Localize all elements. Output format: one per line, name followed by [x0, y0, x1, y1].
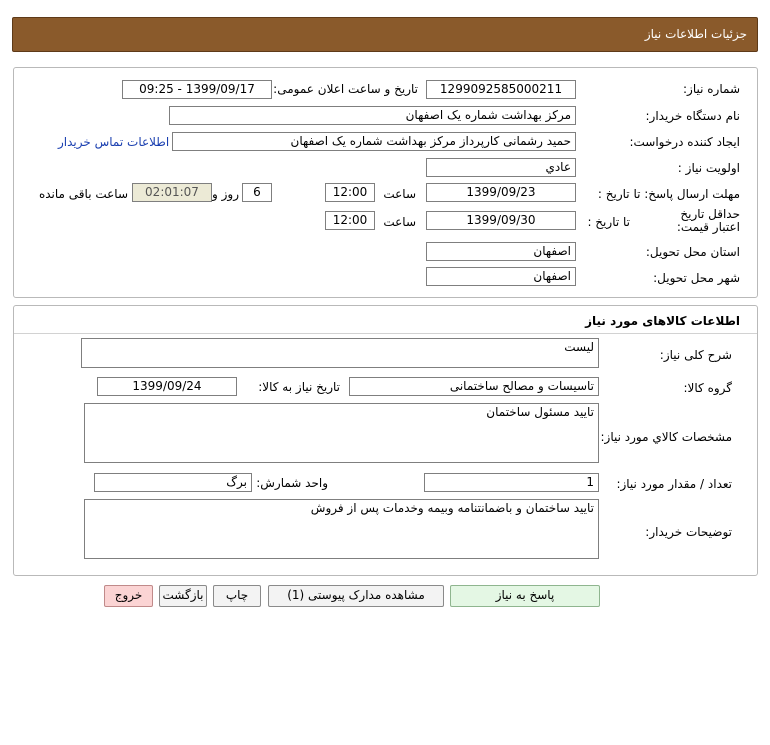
need-date-field: 1399/09/24	[97, 377, 237, 396]
unit-label: واحد شمارش:	[256, 476, 328, 490]
qty-field: 1	[424, 473, 599, 492]
goods-section-divider	[14, 333, 757, 334]
city-label: شهر محل تحویل:	[653, 271, 740, 285]
validity-to-label: تا تاریخ :	[587, 215, 630, 229]
buyer-org-label: نام دستگاه خریدار:	[645, 109, 740, 123]
remaining-label: ساعت باقی مانده	[38, 187, 128, 201]
need-info-panel	[13, 67, 758, 298]
buyer-contact-link[interactable]: اطلاعات تماس خریدار	[58, 135, 170, 149]
goods-section-title: اطلاعات کالاهای مورد نیاز	[585, 314, 740, 328]
reply-button[interactable]: پاسخ به نیاز	[450, 585, 600, 607]
province-field: اصفهان	[426, 242, 576, 261]
creator-field: حمید رشمانی کارپرداز مرکز بهداشت شماره یک اصفهان	[172, 132, 576, 151]
validity-label-text: حداقل تاریخ اعتبار قیمت:	[676, 207, 740, 234]
announce-field: 1399/09/17 - 09:25	[122, 80, 272, 99]
buyer-notes-field: تایید ساختمان و باضمانتنامه وبیمه وخدمات پس از فروش	[84, 499, 599, 559]
unit-field: برگ	[94, 473, 252, 492]
priority-field: عادي	[426, 158, 576, 177]
priority-label: اولویت نیاز :	[677, 161, 740, 175]
attachments-button[interactable]: مشاهده مدارک پیوستی (1)	[268, 585, 444, 607]
validity-date-field: 1399/09/30	[426, 211, 576, 230]
qty-label: تعداد / مقدار مورد نیاز:	[616, 477, 732, 491]
spec-label: مشخصات کالاي مورد نياز:	[600, 430, 732, 444]
need-date-label: تاریخ نیاز به کالا:	[258, 380, 340, 394]
validity-hour-label: ساعت	[383, 215, 416, 229]
need-number-label: شماره نیاز:	[683, 82, 740, 96]
deadline-time-field: 12:00	[325, 183, 375, 202]
city-field: اصفهان	[426, 267, 576, 286]
need-number-field: 1299092585000211	[426, 80, 576, 99]
back-button[interactable]: بازگشت	[159, 585, 207, 607]
goods-group-field: تاسیسات و مصالح ساختمانی	[349, 377, 599, 396]
province-label: استان محل تحویل:	[645, 245, 740, 259]
days-label: روز و	[212, 187, 239, 201]
announce-label: تاریخ و ساعت اعلان عمومی:	[273, 82, 418, 96]
summary-label: شرح کلی نیاز:	[659, 348, 732, 362]
goods-group-label: گروه کالا:	[683, 381, 732, 395]
page-title: جزئیات اطلاعات نیاز	[644, 27, 747, 41]
buyer-org-field: مرکز بهداشت شماره یک اصفهان	[169, 106, 576, 125]
print-button[interactable]: چاپ	[213, 585, 261, 607]
summary-field: لیست	[81, 338, 599, 368]
exit-button[interactable]: خروج	[104, 585, 153, 607]
creator-label: ایجاد کننده درخواست:	[629, 135, 740, 149]
deadline-date-field: 1399/09/23	[426, 183, 576, 202]
validity-label	[650, 208, 740, 234]
remaining-time-field: 02:01:07	[132, 183, 212, 202]
deadline-hour-label: ساعت	[383, 187, 416, 201]
days-field: 6	[242, 183, 272, 202]
deadline-label: مهلت ارسال پاسخ: تا تاریخ :	[597, 187, 740, 201]
page-header	[12, 17, 758, 52]
validity-time-field: 12:00	[325, 211, 375, 230]
spec-field: تایید مسئول ساختمان	[84, 403, 599, 463]
buyer-notes-label: توضیحات خریدار:	[645, 525, 732, 539]
